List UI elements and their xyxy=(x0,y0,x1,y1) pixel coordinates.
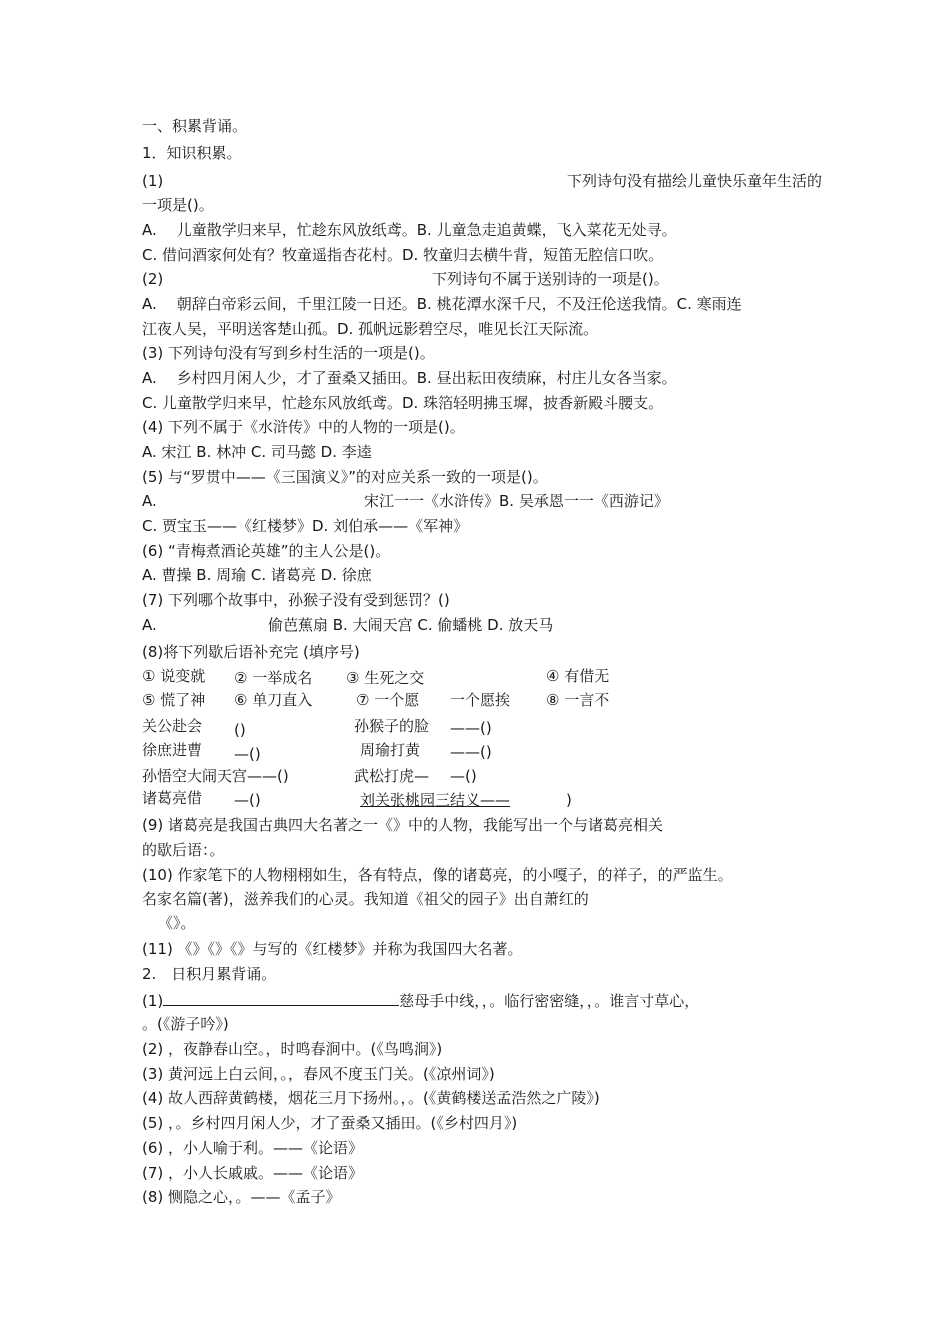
question-5-option-a: A. 宋江一一《水浒传》B. 吴承恩一一《西游记》 xyxy=(142,492,669,510)
question-6-options: A. 曹操 B. 周瑜 C. 诸葛亮 D. 徐庶 xyxy=(142,566,372,584)
proverb-left-4: 诸葛亮借 xyxy=(142,789,203,807)
question-10-line3: 《》。 xyxy=(158,914,196,932)
proverb-left-1: 关公赴会 xyxy=(142,717,203,735)
question-1-stem-cont: 一项是()。 xyxy=(142,196,214,214)
subsection-knowledge: 1．知识积累。 xyxy=(142,144,242,162)
proverb-right-4-blank: ) xyxy=(566,791,572,809)
proverb-left-1-blank: () xyxy=(234,721,246,739)
question-3-stem: (3) 下列诗句没有写到乡村生活的一项是()。 xyxy=(142,344,435,362)
proverb-left-3: 孙悟空大闹天宫——() xyxy=(142,767,289,785)
question-3-option-c: C. 儿童散学归来早，忙趁东风放纸鸢。D. 珠箔轻明拂玉墀，披香新殿斗腰支。 xyxy=(142,394,664,412)
choice-8: ⑧ 一言不 xyxy=(546,691,610,709)
question-7-options: A. 偷芭蕉扇 B. 大闹天宫 C. 偷蟠桃 D. 放天马 xyxy=(142,616,554,634)
choice-7a: ⑦ 一个愿 xyxy=(356,691,420,709)
recite-8: (8) 恻隐之心，。——《孟子》 xyxy=(142,1188,341,1206)
question-11: (11) 《》《》《》与写的《红楼梦》并称为我国四大名著。 xyxy=(142,940,523,958)
choice-6: ⑥ 单刀直入 xyxy=(234,691,313,709)
subsection-recitation: 2. 日积月累背诵。 xyxy=(142,965,277,983)
question-2-option-cont: 江夜人吴，平明送客楚山孤。D. 孤帆远影碧空尽，唯见长江天际流。 xyxy=(142,320,599,338)
proverb-left-2-blank: —() xyxy=(234,745,261,763)
question-5-option-c: C. 贾宝玉——《红楼梦》D. 刘伯承——《军神》 xyxy=(142,517,469,535)
question-text: 下列诗句没有描绘儿童快乐童年生活的 xyxy=(566,172,822,190)
question-1-stem xyxy=(142,171,822,191)
proverb-left-2: 徐庶进曹 xyxy=(142,741,203,759)
recite-3: (3) 黄河远上白云间，。，春风不度玉门关。(《凉州词》) xyxy=(142,1065,495,1083)
question-10-line1: (10) 作家笔下的人物栩栩如生，各有特点，像的诸葛亮，的小嘎子，的祥子，的严监生。 xyxy=(142,866,733,884)
proverb-right-4: 刘关张桃园三结义—— xyxy=(360,791,511,809)
choice-3: ③ 生死之交 xyxy=(346,669,425,687)
section-title: 一、积累背诵。 xyxy=(142,117,248,135)
question-6-stem: (6) “青梅煮酒论英雄”的主人公是()。 xyxy=(142,542,391,560)
proverb-left-4-blank: —() xyxy=(234,791,261,809)
question-8-stem: (8)将下列歇后语补充完 (填序号) xyxy=(142,643,360,661)
recite-1: (1) 慈母手中线，，。临行密密缝，，。谁言寸草心， xyxy=(142,989,822,1009)
choice-7b: 一个愿挨 xyxy=(450,691,511,709)
proverb-right-2-blank: ——() xyxy=(450,743,492,761)
question-9-line1: (9) 诸葛亮是我国古典四大名著之一《》中的人物，我能写出一个与诸葛亮相关 xyxy=(142,816,664,834)
question-10-line2: 名家名篇(著)，滋养我们的心灵。我知道《祖父的园子》出自萧红的 xyxy=(142,890,589,908)
question-1-option-a: A. 儿童散学归来早，忙趁东风放纸鸢。B. 儿童急走追黄蝶，飞入菜花无处寻。 xyxy=(142,221,677,239)
question-2-option-a: A. 朝辞白帝彩云间，千里江陵一日还。B. 桃花潭水深千尺，不及汪伦送我情。C. 寒雨连 xyxy=(142,295,742,313)
question-9-line2: 的歇后语：。 xyxy=(142,841,225,859)
proverb-right-3: 武松打虎— xyxy=(354,767,430,785)
recite-5: (5) ，。乡村四月闲人少，才了蚕桑又插田。(《乡村四月》) xyxy=(142,1114,518,1132)
answer-blank[interactable] xyxy=(163,989,399,1006)
question-5-stem: (5) 与“罗贯中——《三国演义》”的对应关系一致的一项是()。 xyxy=(142,468,548,486)
choice-5: ⑤ 慌了神 xyxy=(142,691,206,709)
question-3-option-a: A. 乡村四月闲人少，才了蚕桑又插田。B. 昼出耘田夜绩麻，村庄儿女各当家。 xyxy=(142,369,677,387)
choice-4: ④ 有借无 xyxy=(546,667,610,685)
question-4-options: A. 宋江 B. 林冲 C. 司马懿 D. 李逵 xyxy=(142,443,372,461)
choice-2: ② 一举成名 xyxy=(234,669,313,687)
proverb-right-2: 周瑜打黄 xyxy=(360,741,421,759)
question-1-option-c: C. 借问酒家何处有？牧童遥指杏花村。D. 牧童归去横牛背，短笛无腔信口吹。 xyxy=(142,246,664,264)
recite-2: (2) ，夜静春山空。，时鸣春涧中。(《鸟鸣涧》) xyxy=(142,1040,443,1058)
recite-1-cont: 。(《游子吟》) xyxy=(142,1015,229,1033)
recite-7: (7) ，小人长戚戚。——《论语》 xyxy=(142,1164,364,1182)
proverb-right-3-blank: —() xyxy=(450,767,477,785)
choice-1: ① 说变就 xyxy=(142,667,206,685)
question-number: (1) xyxy=(142,172,164,190)
question-4-stem: (4) 下列不属于《水浒传》中的人物的一项是()。 xyxy=(142,418,465,436)
question-7-stem: (7) 下列哪个故事中，孙猴子没有受到惩罚？() xyxy=(142,591,450,609)
question-text: 下列诗句不属于送别诗的一项是()。 xyxy=(432,270,669,288)
recite-6: (6) ，小人喻于利。——《论语》 xyxy=(142,1139,364,1157)
question-number: (2) xyxy=(142,270,164,288)
proverb-right-1: 孙猴子的脸 xyxy=(354,717,430,735)
proverb-right-1-blank: ——() xyxy=(450,719,492,737)
recite-4: (4) 故人西辞黄鹤楼，烟花三月下扬州。，。(《黄鹤楼送孟浩然之广陵》) xyxy=(142,1089,600,1107)
question-2-stem xyxy=(142,269,822,289)
